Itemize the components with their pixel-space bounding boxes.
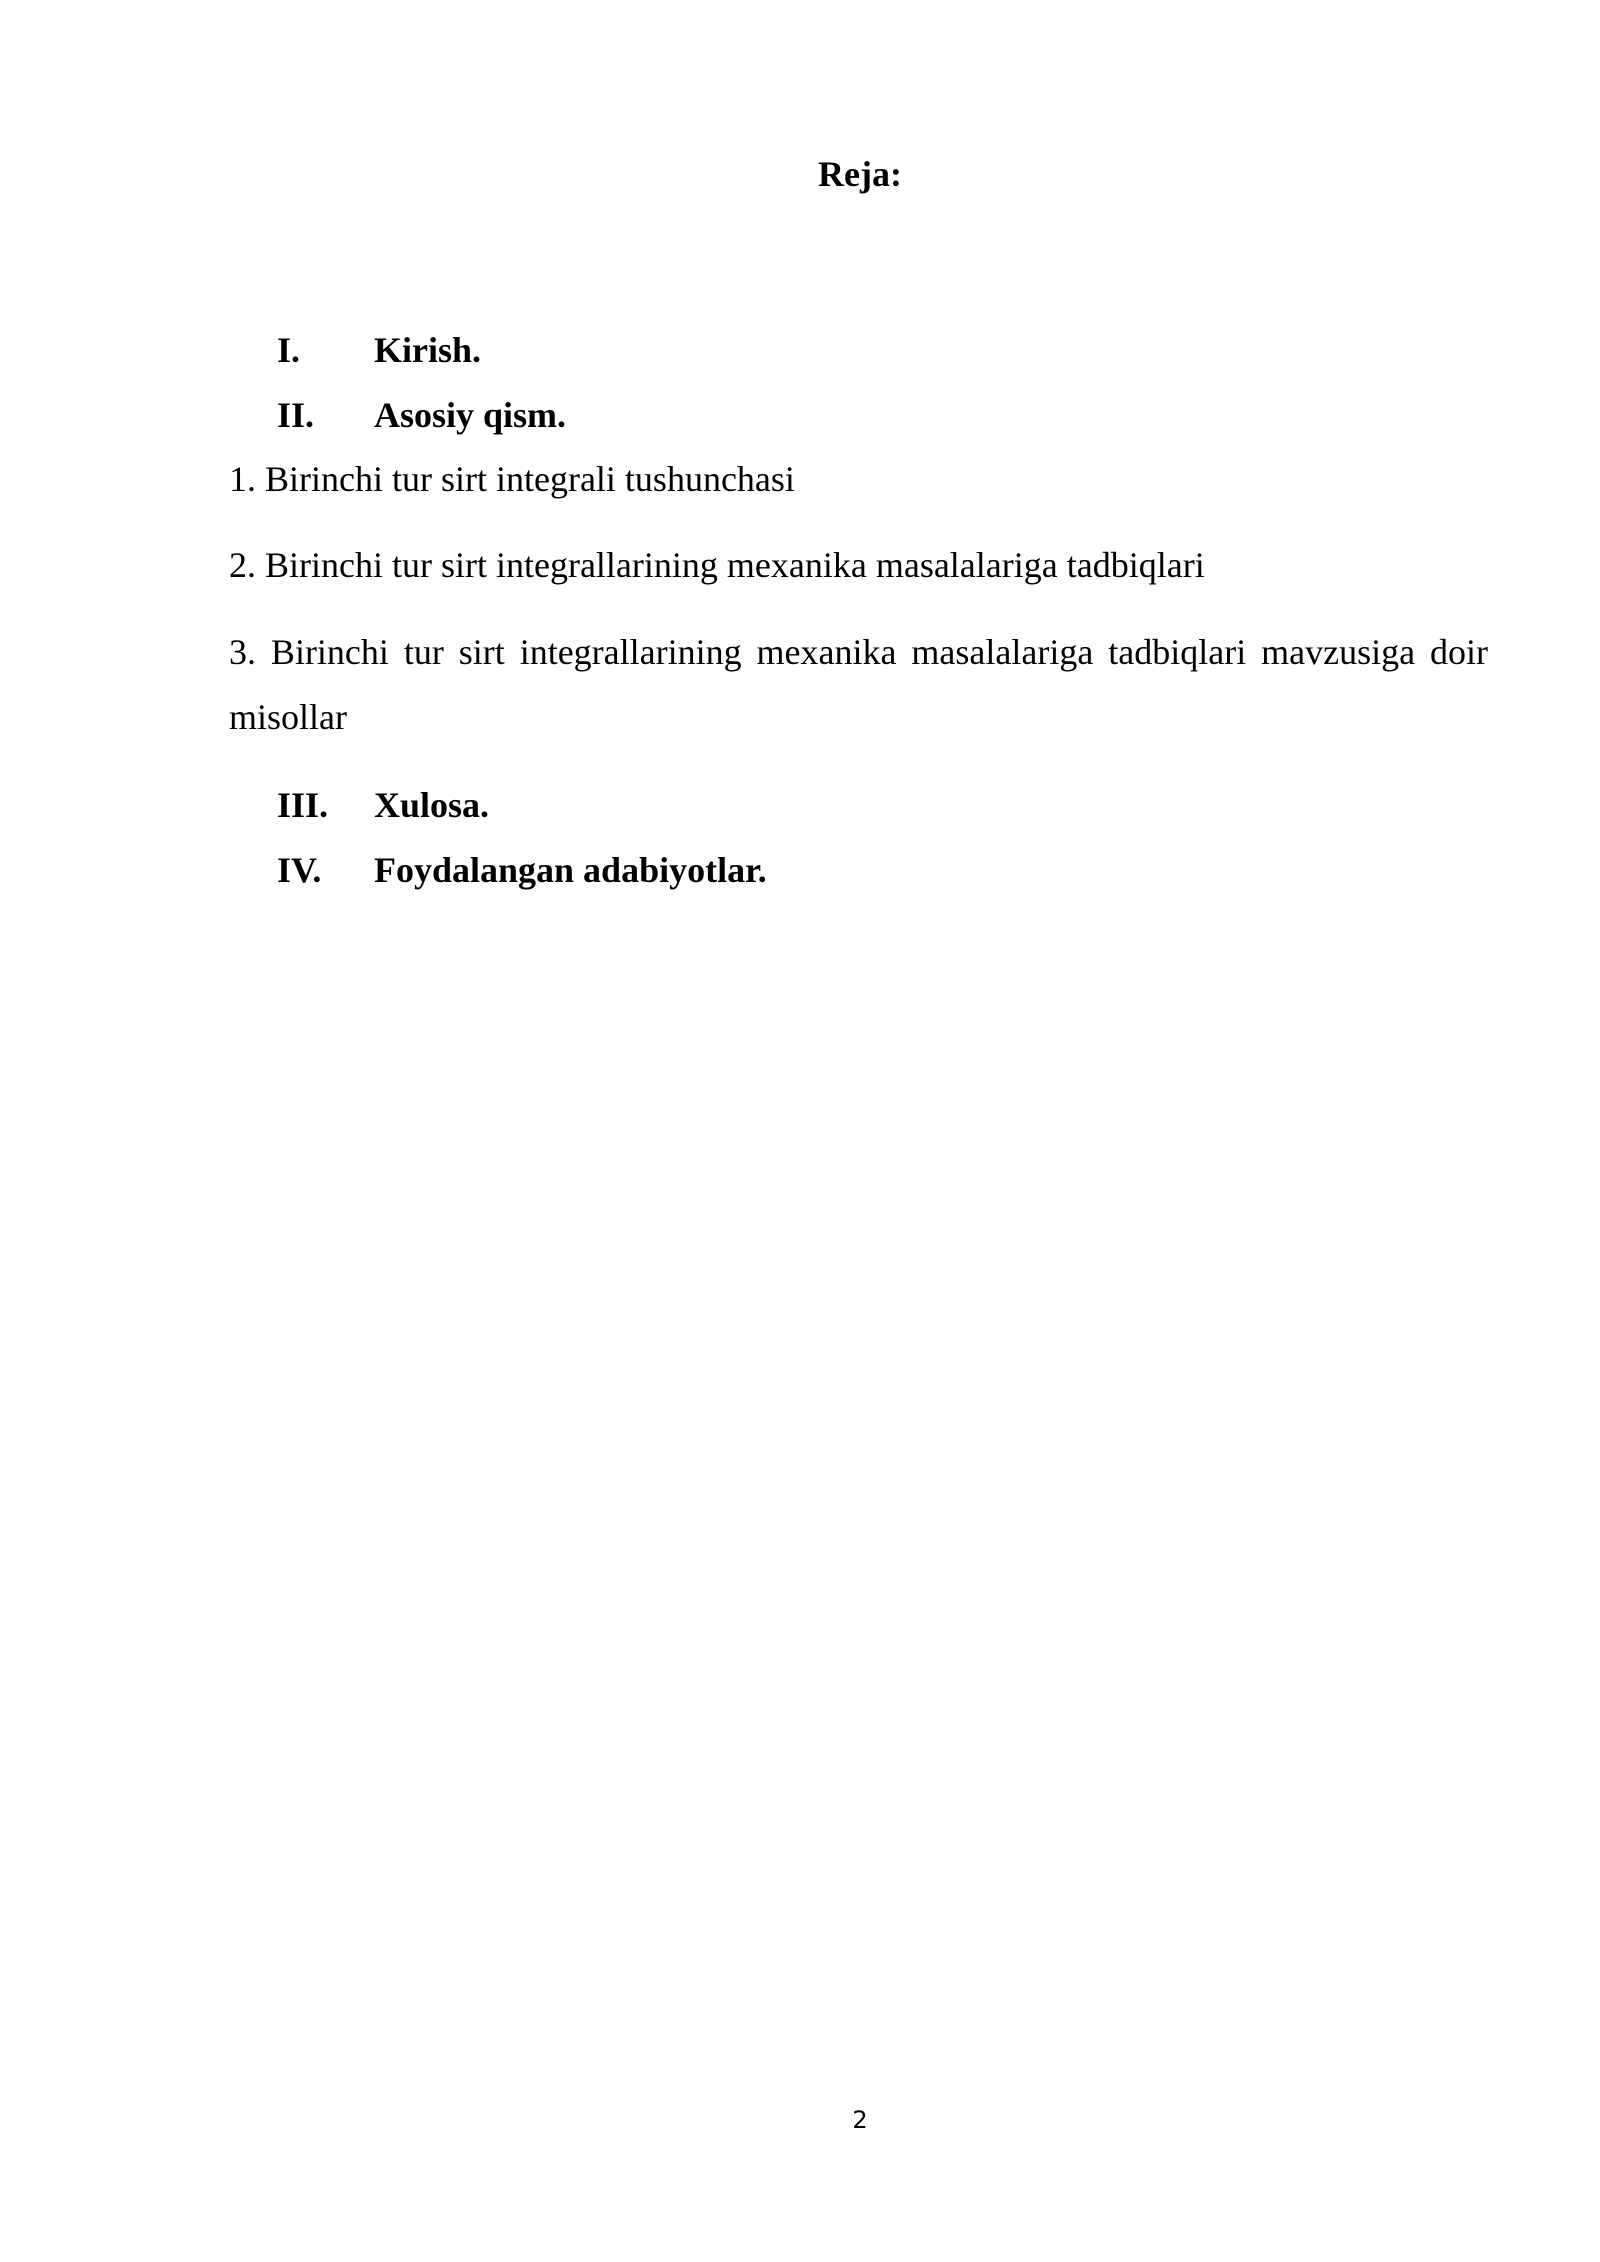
sub-item-3: 3. Birinchi tur sirt integrallarining mexanika masalalariga tadbiqlari mavzusiga doir misollar <box>229 632 1488 737</box>
outline-label: Asosiy qism. <box>374 395 567 435</box>
outline-label: Kirish. <box>374 330 482 370</box>
outline-number: III. <box>277 785 329 825</box>
outline-number: IV. <box>277 850 322 890</box>
outline-label: Foydalangan adabiyotlar. <box>374 850 767 890</box>
page-title: Reja: <box>818 154 902 194</box>
page-number: 2 <box>852 2106 868 2134</box>
outline-number: I. <box>277 330 301 370</box>
outline-label: Xulosa. <box>374 785 490 825</box>
outline-item-asosiy-qism <box>277 393 566 437</box>
sub-item-2: 2. Birinchi tur sirt integrallarining mexanika masalalariga tadbiqlari <box>229 545 1205 585</box>
outline-item-xulosa <box>277 783 489 827</box>
outline-number: II. <box>277 395 315 435</box>
sub-item-1: 1. Birinchi tur sirt integrali tushunchasi <box>229 459 795 499</box>
outline-item-kirish <box>277 328 481 372</box>
outline-item-adabiyotlar <box>277 848 767 892</box>
